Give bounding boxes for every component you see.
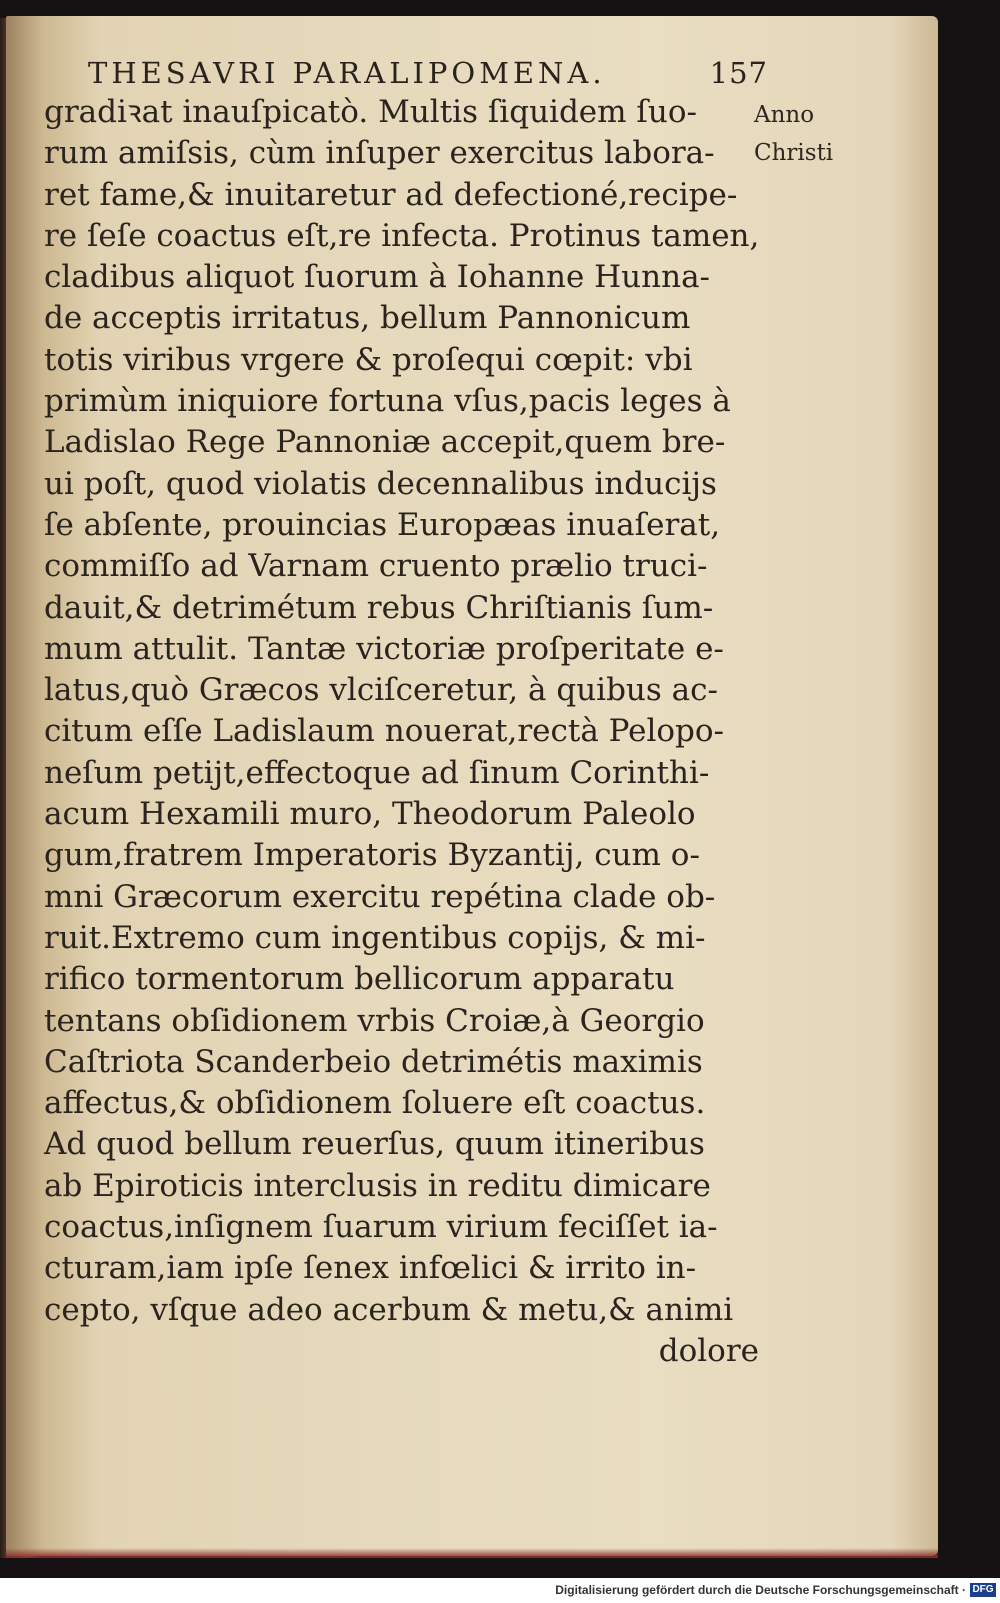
margin-note-line: Anno [754, 102, 815, 128]
body-text [44, 92, 759, 1372]
footer-bar [0, 1578, 1000, 1603]
text-line: acum Hexamili muro, Theodorum Paleolo [44, 796, 696, 833]
text-line: ab Epiroticis interclusis in reditu dimicare [44, 1167, 711, 1204]
margin-note [754, 96, 854, 172]
catchword: dolore [658, 1332, 759, 1369]
text-line: Ad quod bellum reuerſus, quum itineribus [44, 1126, 705, 1163]
text-line: rifico tormentorum bellicorum apparatu [44, 961, 675, 998]
text-line: totis viribus vrgere & proſequi cœpit: vbi [44, 341, 693, 378]
page-header [88, 56, 768, 92]
text-line: latus,quò Græcos vlciſceretur, à quibus ac- [44, 672, 718, 709]
text-line: affectus,& obſidionem ſoluere eſt coactus. [44, 1085, 706, 1122]
text-line: dauit,& detrimétum rebus Chriſtianis ſum- [44, 589, 714, 626]
text-line: tentans obſidionem vrbis Croiæ,à Georgio [44, 1002, 705, 1039]
running-title: THESAVRI PARALIPOMENA. [88, 56, 606, 90]
text-line: gum,fratrem Imperatoris Byzantij, cum o- [44, 837, 700, 874]
text-line: cturam,iam ipſe ſenex infœlici & irrito in- [44, 1250, 697, 1287]
text-line: de acceptis irritatus, bellum Pannonicum [44, 300, 691, 337]
funding-credit: Digitalisierung gefördert durch die Deutsche Forschungsgemeinschaft · [555, 1583, 966, 1597]
text-line: ui poſt, quod violatis decennalibus inducijs [44, 465, 717, 502]
margin-note-line: Christi [754, 140, 834, 166]
text-line: re ſeſe coactus eſt,re infecta. Protinus tamen, [44, 217, 760, 254]
text-line: mni Græcorum exercitu repétina clade ob- [44, 878, 716, 915]
text-line: commiſſo ad Varnam cruento prælio truci- [44, 548, 708, 585]
text-line: Caſtriota Scanderbeio detrimétis maximis [44, 1043, 703, 1080]
text-line: mum attulit. Tantæ victoriæ proſperitate e- [44, 630, 724, 667]
text-line: neſum petijt,effectoque ad ſinum Corinthi- [44, 754, 710, 791]
text-line: ruit.Extremo cum ingentibus copijs, & mi- [44, 919, 706, 956]
text-line: Ladislao Rege Pannoniæ accepit,quem bre- [44, 424, 726, 461]
text-line: cladibus aliquot ſuorum à Iohanne Hunna- [44, 259, 711, 296]
page-number: 157 [709, 56, 768, 90]
text-line: ſe abſente, prouincias Europæas inuaſerat, [44, 506, 721, 543]
page-edge [6, 1548, 938, 1558]
dfg-logo-icon: DFG [970, 1583, 996, 1597]
text-line: primùm iniquiore fortuna vſus,pacis leges à [44, 383, 731, 420]
text-line: citum eſſe Ladislaum nouerat,rectà Pelopo- [44, 713, 725, 750]
text-line: cepto, vſque adeo acerbum & metu,& animi [44, 1291, 734, 1328]
text-line: ret fame,& inuitaretur ad defectioné,recipe- [44, 176, 738, 213]
text-line: coactus,inſignem ſuarum virium feciſſet ia- [44, 1209, 718, 1246]
text-line: gradiꝛat inauſpicatò. Multis ſiquidem ſuo- [44, 94, 697, 130]
text-line: rum amiſsis, cùm inſuper exercitus labora- [44, 135, 715, 172]
